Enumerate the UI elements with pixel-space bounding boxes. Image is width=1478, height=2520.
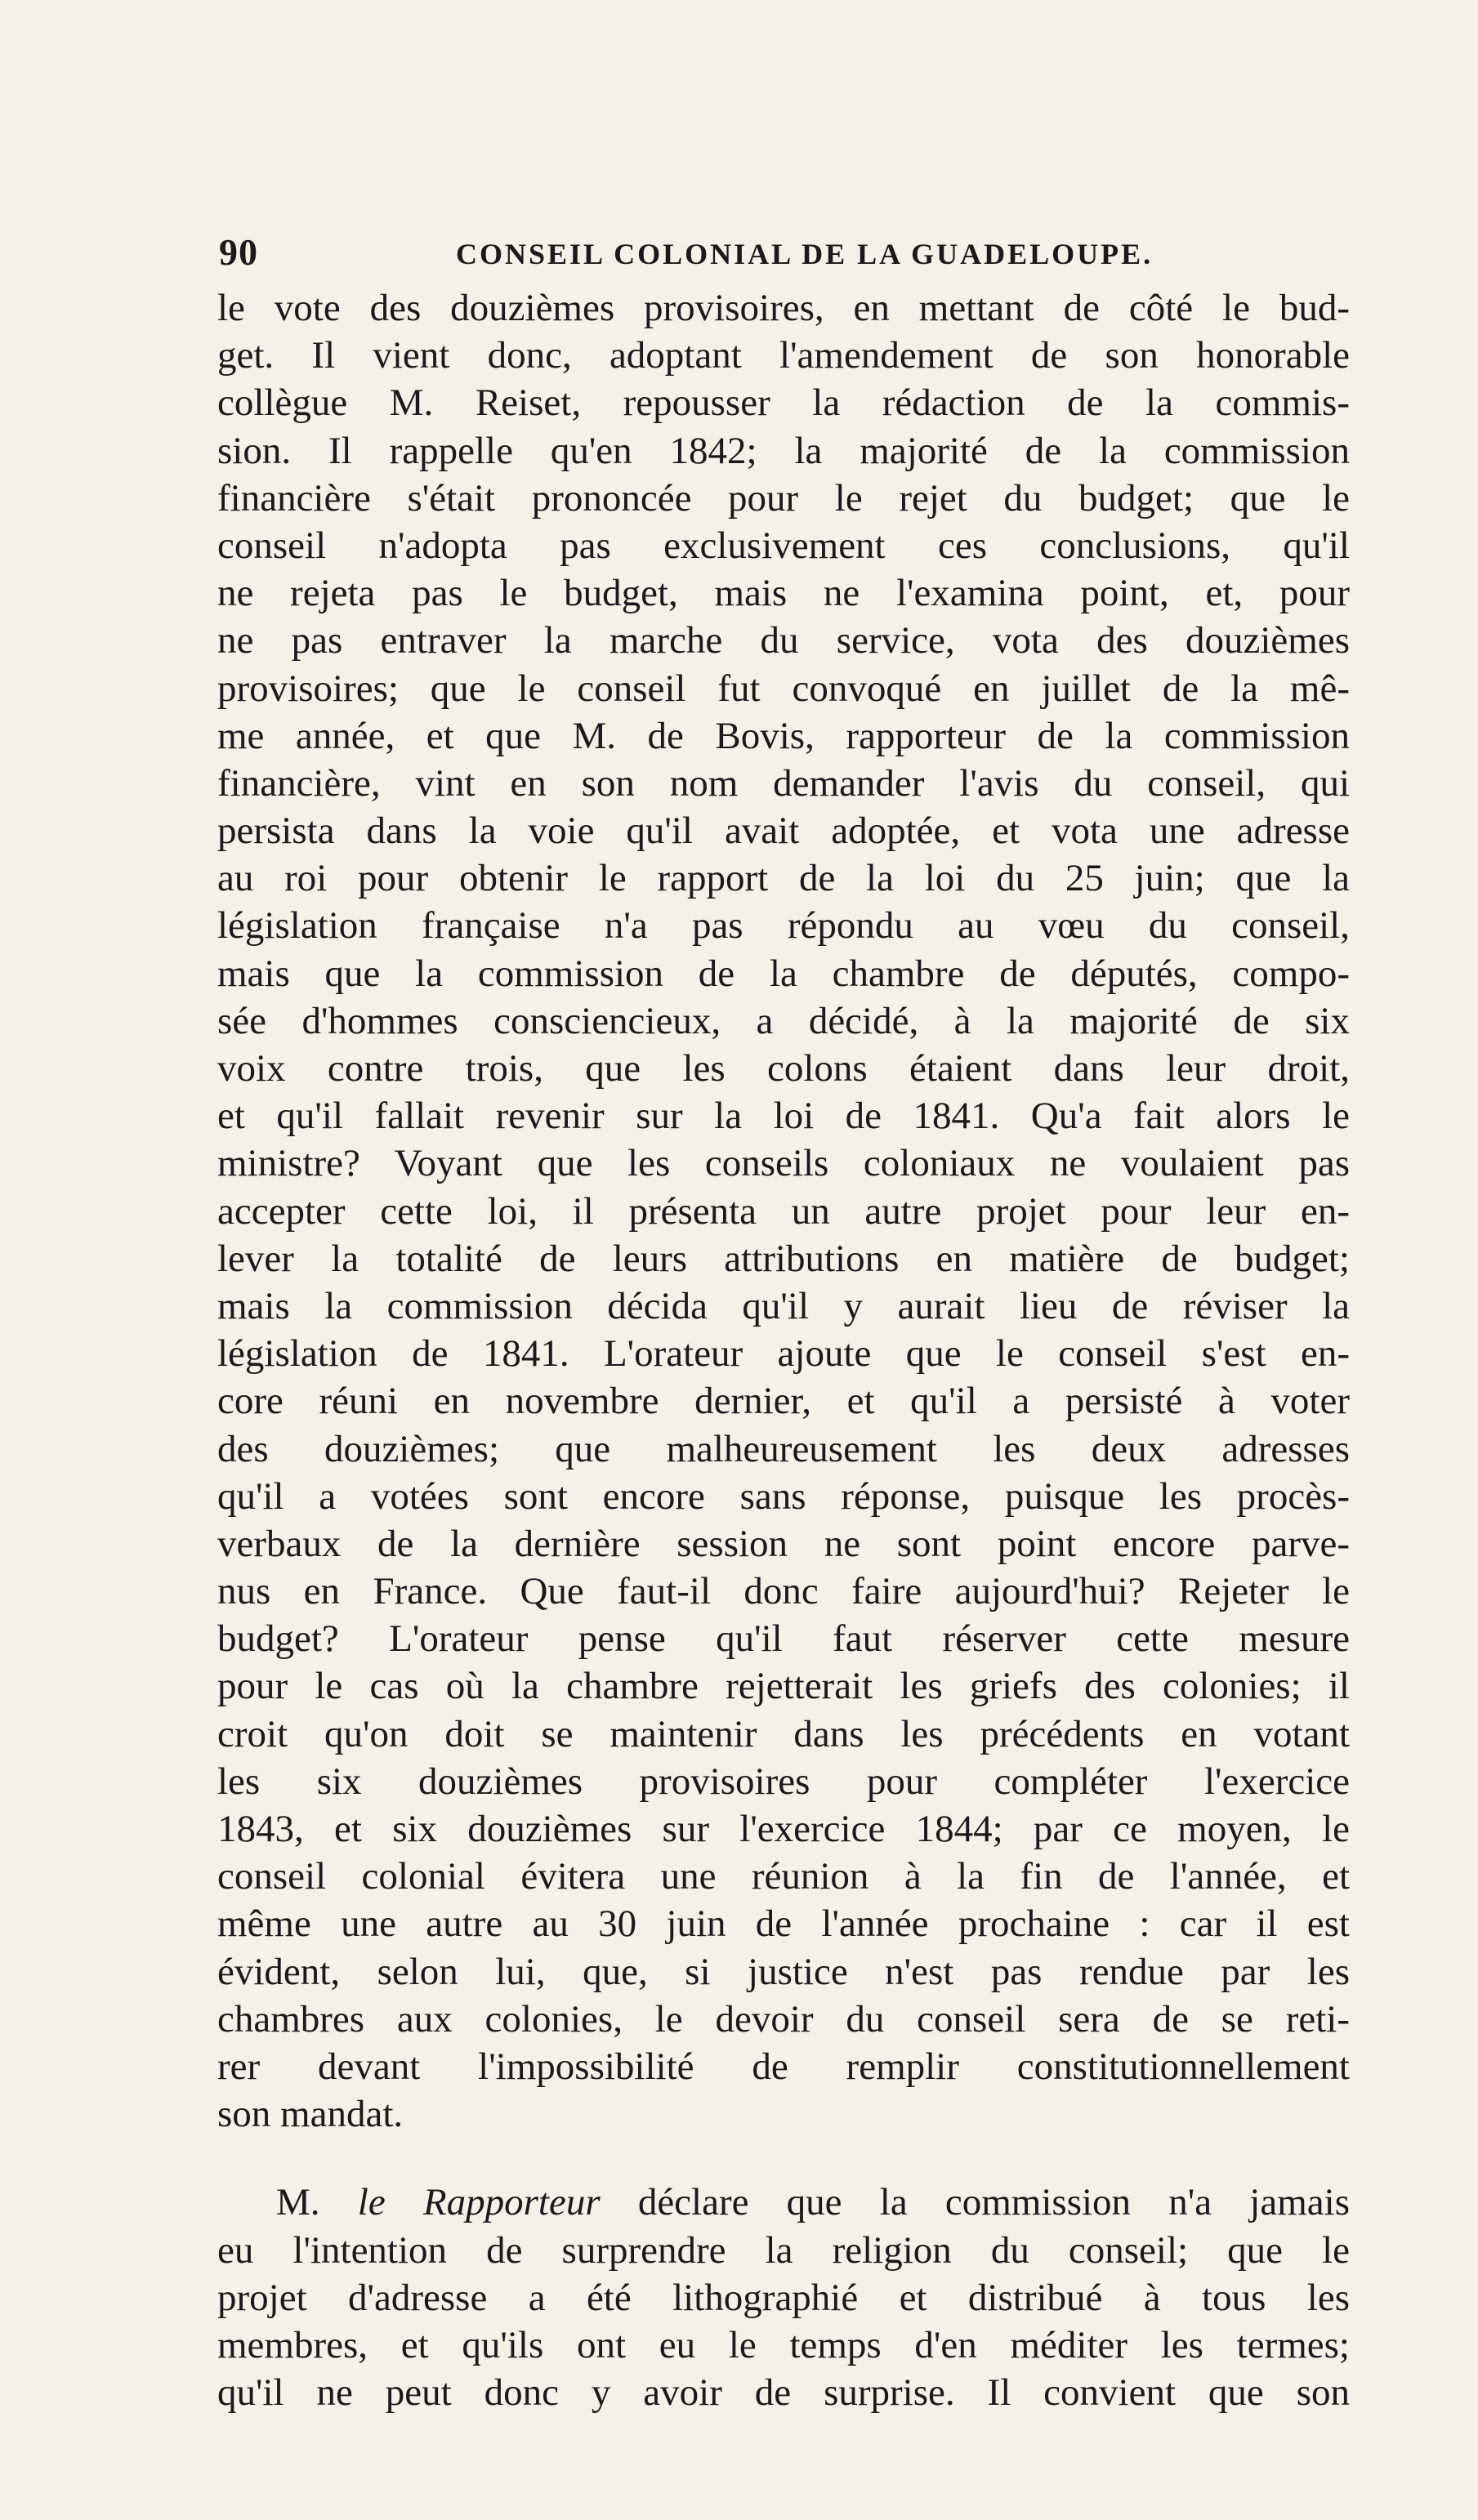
text-line: me année, et que M. de Bovis, rapporteur de la commission: [217, 714, 1350, 757]
text-line: son mandat.: [217, 2093, 404, 2136]
page-number: 90: [219, 231, 258, 273]
text-line: core réuni en novembre dernier, et qu'il a persisté à voter: [217, 1380, 1350, 1423]
text-line: qu'il a votées sont encore sans réponse, puisque les procès-: [217, 1474, 1350, 1518]
speaker-title: le Rapporteur: [357, 2181, 601, 2224]
text-line: mais la commission décida qu'il y aurait lieu de réviser la: [217, 1284, 1350, 1327]
speaker-prefix: M.: [276, 2181, 358, 2224]
text-line: les six douzièmes provisoires pour compléter l'exercice: [217, 1760, 1350, 1803]
first-line-rest: déclare que la commission n'a jamais: [600, 2181, 1350, 2224]
text-line: [217, 2179, 1350, 2226]
text-line: collègue M. Reiset, repousser la rédaction de la commis-: [217, 381, 1350, 425]
text-line: persista dans la voie qu'il avait adoptée, et vota une adresse: [217, 810, 1350, 853]
text-line: accepter cette loi, il présenta un autre projet pour leur en-: [217, 1189, 1350, 1233]
text-line: le vote des douzièmes provisoires, en mettant de côté le bud-: [217, 287, 1350, 329]
running-title: CONSEIL COLONIAL DE LA GUADELOUPE.: [456, 238, 1154, 270]
text-line: mais que la commission de la chambre de députés, compo-: [217, 952, 1350, 995]
text-line: conseil n'adopta pas exclusivement ces conclusions, qu'il: [217, 524, 1350, 567]
text-line: conseil colonial évitera une réunion à la fin de l'année, et: [217, 1855, 1350, 1898]
text-line: voix contre trois, que les colons étaient dans leur droit,: [217, 1047, 1350, 1090]
text-line: législation française n'a pas répondu au vœu du conseil,: [217, 904, 1350, 948]
text-line: chambres aux colonies, le devoir du conseil sera de se reti-: [217, 1997, 1350, 2041]
text-line: pour le cas où la chambre rejetterait les griefs des colonies; il: [217, 1665, 1350, 1708]
paragraph-2: [217, 2179, 1350, 2416]
text-line: nus en France. Que faut-il donc faire aujourd'hui? Rejeter le: [217, 1570, 1350, 1613]
text-line: législation de 1841. L'orateur ajoute que le conseil s'est en-: [217, 1332, 1350, 1376]
text-line: lever la totalité de leurs attributions en matière de budget;: [217, 1237, 1350, 1280]
paragraph-gap: [217, 2138, 1350, 2179]
text-line: projet d'adresse a été lithographié et distribué à tous les: [217, 2276, 1350, 2319]
text-line: get. Il vient donc, adoptant l'amendement de son honorable: [217, 334, 1350, 377]
text-line: au roi pour obtenir le rapport de la loi du 25 juin; que la: [217, 857, 1350, 900]
text-line: ne rejeta pas le budget, mais ne l'examina point, et, pour: [217, 572, 1350, 615]
text-line: sée d'hommes consciencieux, a décidé, à la majorité de six: [217, 999, 1350, 1042]
text-line: croit qu'on doit se maintenir dans les précédents en votant: [217, 1712, 1350, 1755]
text-line: des douzièmes; que malheureusement les deux adresses: [217, 1427, 1350, 1470]
text-line: budget? L'orateur pense qu'il faut réserver cette mesure: [217, 1617, 1350, 1661]
text-line: même une autre au 30 juin de l'année prochaine : car il est: [217, 1902, 1350, 1946]
text-line: eu l'intention de surprendre la religion du conseil; que le: [217, 2228, 1350, 2272]
text-line: provisoires; que le conseil fut convoqué en juillet de la mê-: [217, 667, 1350, 710]
text-line: rer devant l'impossibilité de remplir constitutionnellement: [217, 2045, 1350, 2088]
text-line: membres, et qu'ils ont eu le temps d'en méditer les termes;: [217, 2323, 1350, 2366]
text-line: évident, selon lui, que, si justice n'est pas rendue par les: [217, 1950, 1350, 1993]
body-text: [217, 284, 1350, 2416]
text-line: financière, vint en son nom demander l'avis du conseil, qui: [217, 761, 1350, 805]
text-line: ne pas entraver la marche du service, vota des douzièmes: [217, 619, 1350, 662]
text-line: ministre? Voyant que les conseils coloniaux ne voulaient pas: [217, 1142, 1350, 1185]
text-line: et qu'il fallait revenir sur la loi de 1841. Qu'a fait alors le: [217, 1095, 1350, 1138]
text-line: sion. Il rappelle qu'en 1842; la majorité de la commission: [217, 429, 1350, 472]
text-line: verbaux de la dernière session ne sont point encore parve-: [217, 1522, 1350, 1565]
text-line: qu'il ne peut donc y avoir de surprise. Il convient que son: [217, 2371, 1350, 2415]
paragraph-1: [217, 284, 1350, 2138]
text-line: 1843, et six douzièmes sur l'exercice 1844; par ce moyen, le: [217, 1808, 1350, 1850]
text-line: financière s'était prononcée pour le rejet du budget; que le: [217, 476, 1350, 520]
running-head: [219, 230, 1363, 279]
